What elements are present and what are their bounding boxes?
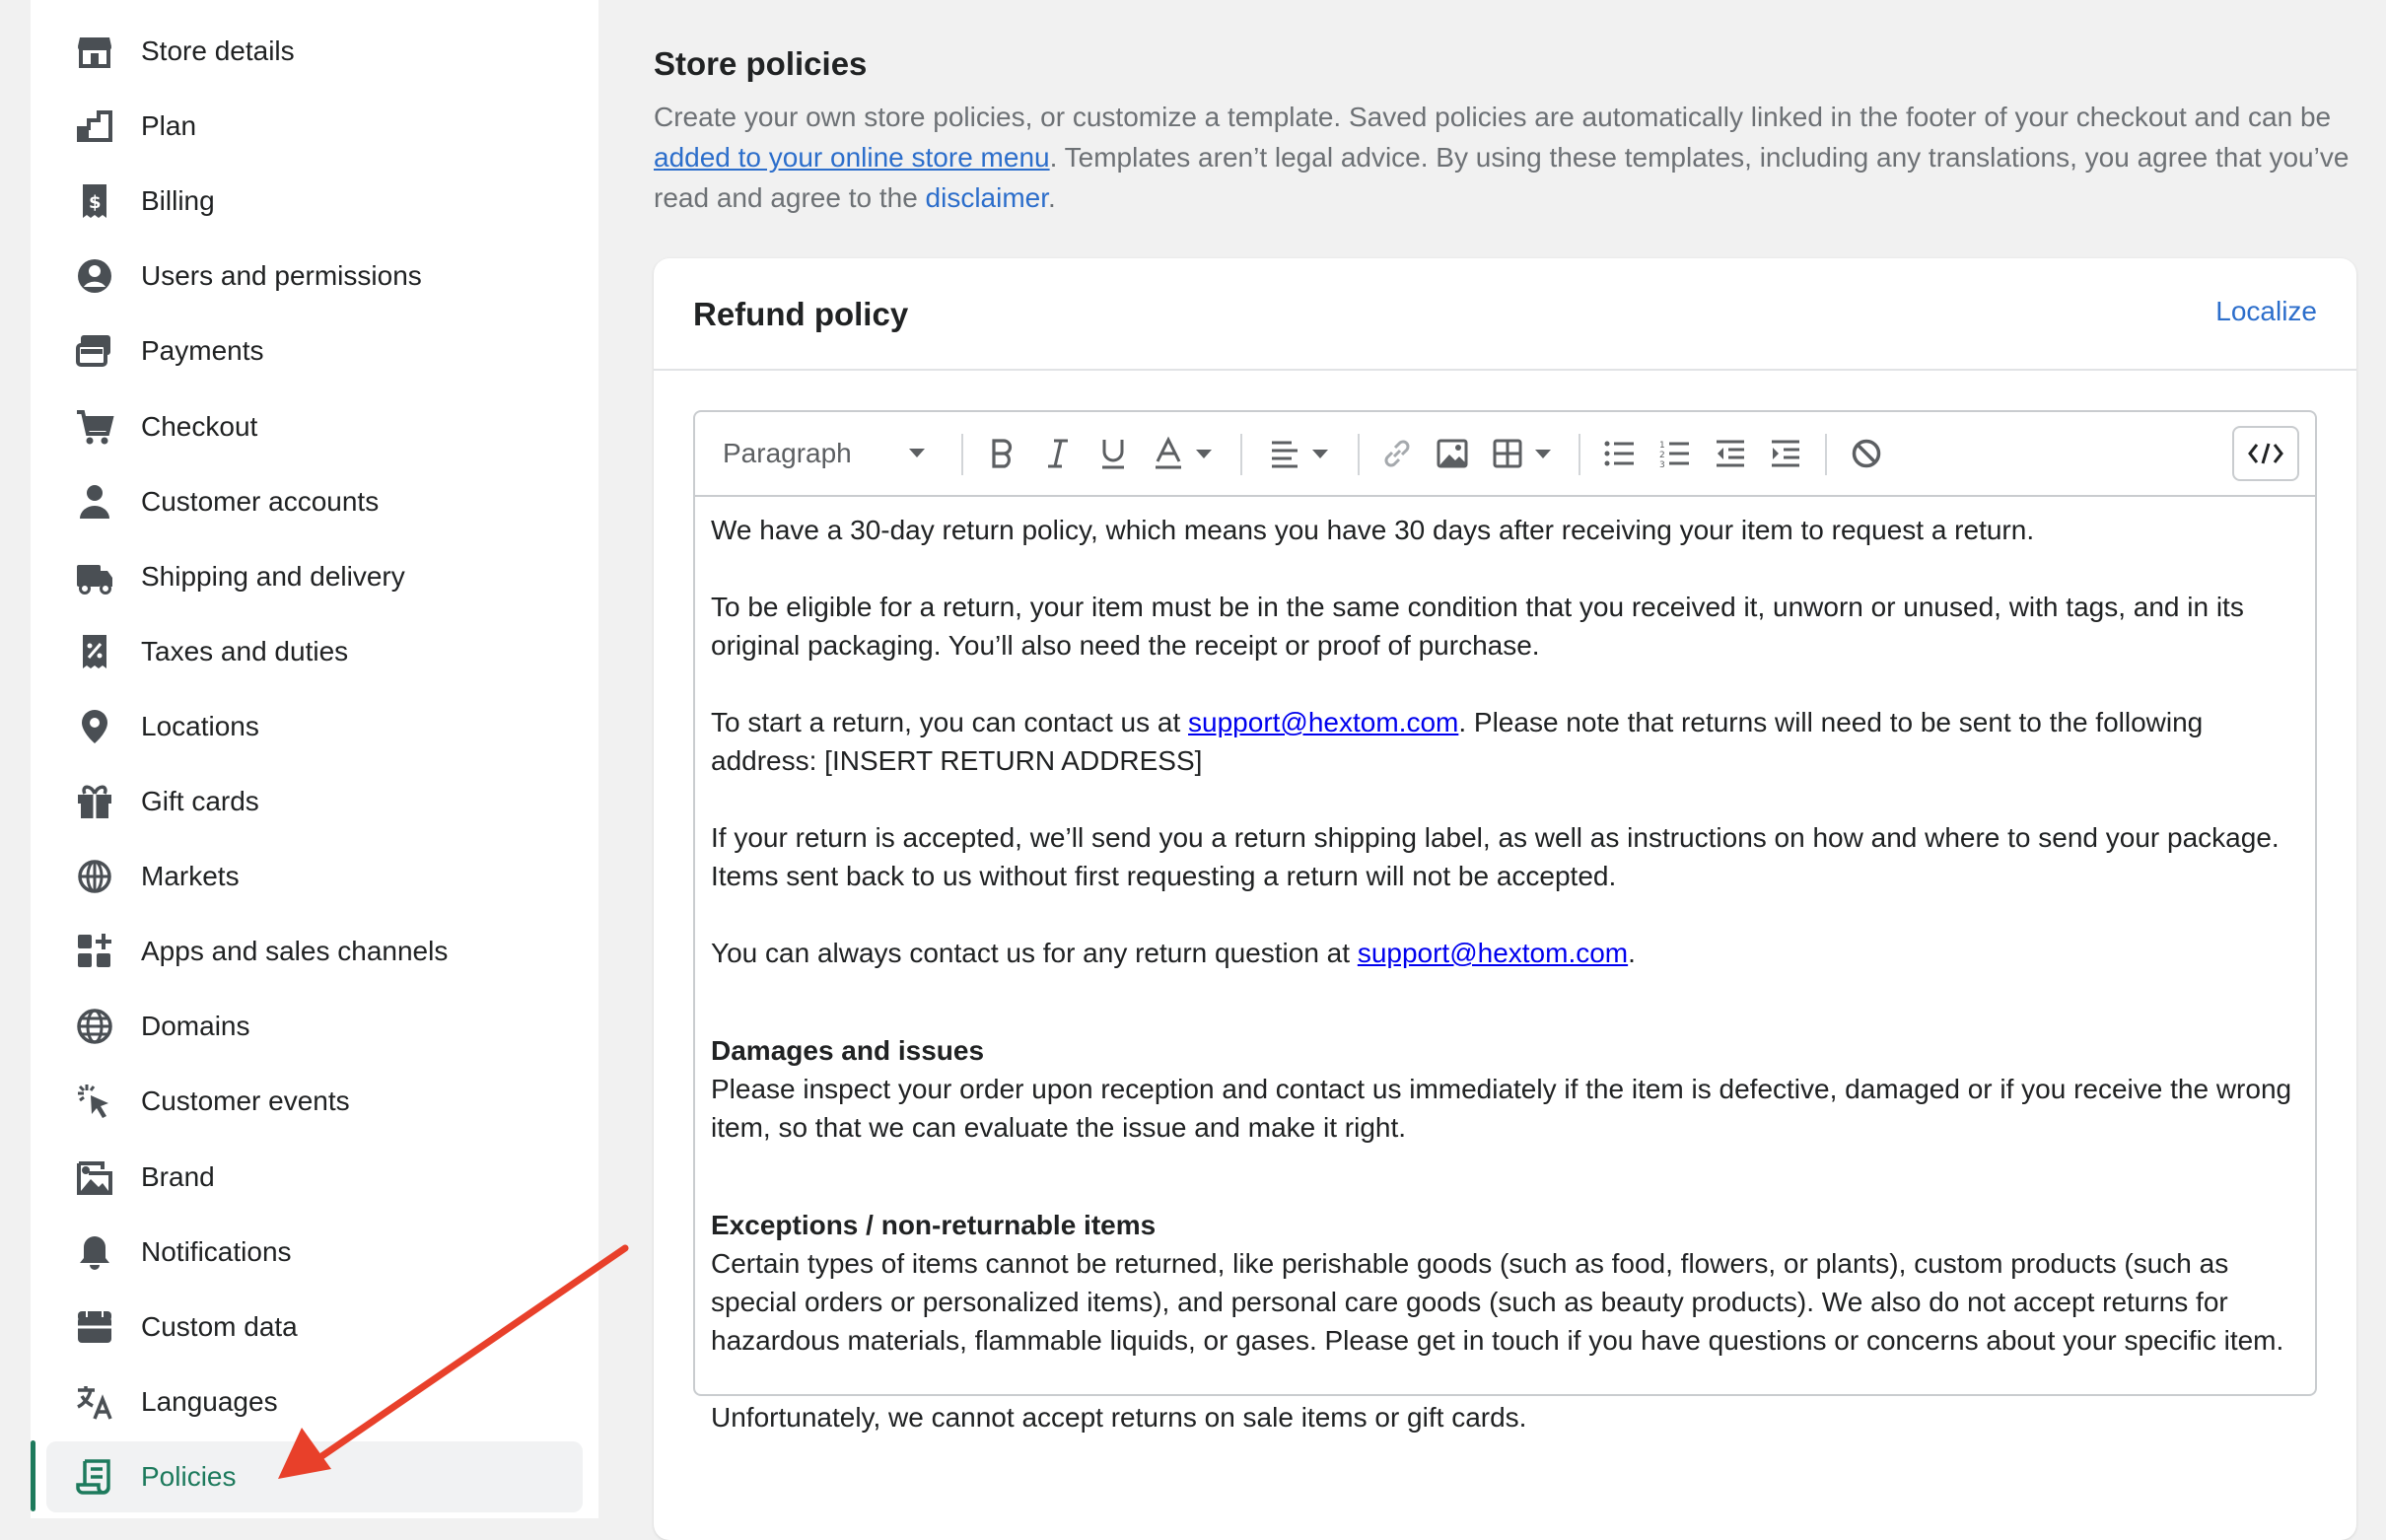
desc-text: Create your own store policies, or customize a template. Saved policies are automatically linked in the footer of your checkout and can be: [654, 102, 2332, 132]
sidebar-item-customer-accounts[interactable]: [46, 466, 598, 537]
sidebar-item-payments[interactable]: [46, 315, 598, 386]
cursor-click-icon: [75, 1082, 114, 1121]
bold-icon: [990, 439, 1016, 468]
toolbar-separator: [1240, 434, 1242, 475]
chevron-down-icon: [1311, 449, 1329, 459]
sidebar-item-markets[interactable]: [46, 841, 598, 912]
numbered-list-button[interactable]: [1655, 434, 1695, 473]
sidebar-item-domains[interactable]: [46, 991, 598, 1062]
chevron-down-icon: [907, 448, 927, 459]
sidebar-item-store-details[interactable]: [46, 16, 598, 87]
chevron-down-icon: [1534, 449, 1552, 459]
divider: [654, 369, 2356, 371]
sidebar-item-shipping-and-delivery[interactable]: [46, 541, 598, 612]
main-content: [598, 0, 2386, 1518]
text-color-icon: [1154, 438, 1183, 469]
refund-policy-card: [654, 258, 2356, 1540]
sidebar-item-languages[interactable]: [46, 1366, 598, 1437]
sidebar-item-label: Shipping and delivery: [141, 560, 405, 592]
tax-receipt-icon: [75, 632, 114, 671]
toolbar-separator: [1579, 434, 1580, 475]
bullet-list-button[interactable]: [1600, 434, 1640, 473]
sidebar-item-label: Locations: [141, 710, 259, 741]
text: . Please note that returns will need to be sent to the following address: [INSERT RETURN ADDRESS]: [711, 707, 2204, 776]
database-icon: [75, 1307, 114, 1347]
sidebar-item-label: Checkout: [141, 410, 258, 442]
payments-icon: [75, 331, 114, 371]
sidebar-item-label: Store details: [141, 35, 295, 66]
sidebar-item-billing[interactable]: [46, 166, 598, 237]
plan-icon: [75, 106, 114, 146]
section-heading: Exceptions / non-returnable items: [711, 1210, 1157, 1240]
sidebar-item-label: Plan: [141, 110, 197, 142]
align-left-icon: [1270, 440, 1299, 467]
sidebar-item-label: Policies: [141, 1460, 237, 1492]
clear-formatting-icon: [1851, 438, 1882, 469]
card-title: Refund policy: [693, 296, 909, 332]
brand-image-icon: [75, 1157, 114, 1197]
sidebar-item-label: Customer events: [141, 1085, 350, 1117]
sidebar-item-brand[interactable]: [46, 1142, 598, 1213]
sidebar-item-label: Brand: [141, 1160, 215, 1192]
online-store-menu-link[interactable]: added to your online store menu: [654, 142, 1050, 173]
table-icon: [1493, 439, 1522, 468]
sidebar-item-custom-data[interactable]: [46, 1292, 598, 1363]
cart-icon: [75, 407, 114, 447]
sidebar-item-label: Taxes and duties: [141, 635, 349, 666]
bell-icon: [75, 1232, 114, 1272]
policy-section: [711, 1031, 2298, 1147]
policy-paragraph: If your return is accepted, we’ll send you a return shipping label, as well as instructions on how and where to send your package. Items sent back to us without first requesting a return will not be accepted.: [711, 822, 2280, 891]
sidebar-item-policies[interactable]: [46, 1441, 583, 1512]
sidebar-item-locations[interactable]: [46, 691, 598, 762]
billing-icon: [75, 181, 114, 221]
svg-text:$: $: [89, 192, 102, 214]
block-format-select[interactable]: [723, 434, 927, 473]
sidebar-item-taxes-and-duties[interactable]: [46, 616, 598, 687]
image-icon: [1437, 439, 1468, 468]
rich-text-editor[interactable]: [693, 410, 2317, 1433]
sidebar-item-checkout[interactable]: [46, 391, 598, 462]
bold-button[interactable]: [983, 434, 1022, 473]
location-pin-icon: [75, 707, 114, 746]
policy-paragraph: To be eligible for a return, your item must be in the same condition that you received it, unworn or unused, with tags, and in its original packaging. You’ll also need the receipt or proof of purchase.: [711, 592, 2244, 661]
toolbar-separator: [1825, 434, 1827, 475]
outdent-button[interactable]: [1711, 434, 1750, 473]
sidebar-item-label: Notifications: [141, 1235, 292, 1267]
toolbar-separator: [1358, 434, 1360, 475]
indent-button[interactable]: [1766, 434, 1805, 473]
text-color-button[interactable]: [1149, 434, 1218, 473]
person-icon: [75, 482, 114, 522]
text: You can always contact us for any return question at: [711, 938, 1358, 968]
apps-icon: [75, 932, 114, 971]
align-button[interactable]: [1265, 434, 1334, 473]
code-icon: [2248, 442, 2283, 465]
policy-paragraph: [711, 703, 2298, 780]
globe-icon: [75, 1007, 114, 1046]
svg-text:1: 1: [1659, 441, 1665, 451]
sidebar-item-label: Billing: [141, 185, 215, 217]
toolbar-separator: [961, 434, 963, 475]
translate-icon: [75, 1382, 114, 1422]
sidebar-item-gift-cards[interactable]: [46, 766, 598, 837]
support-email-link[interactable]: support@hextom.com: [1357, 938, 1629, 968]
text: To start a return, you can contact us at: [711, 707, 1189, 737]
svg-text:2: 2: [1659, 451, 1665, 460]
sidebar-item-users-and-permissions[interactable]: [46, 241, 598, 312]
sidebar-item-plan[interactable]: [46, 91, 598, 162]
numbered-list-icon: [1659, 439, 1691, 468]
sidebar-item-label: Users and permissions: [141, 260, 422, 292]
policy-paragraph: [711, 934, 2298, 972]
page-title: Store policies: [654, 45, 868, 82]
user-circle-icon: [75, 256, 114, 296]
sidebar-item-label: Languages: [141, 1385, 278, 1417]
sidebar-item-label: Gift cards: [141, 786, 259, 816]
clear-formatting-button[interactable]: [1847, 434, 1886, 473]
text: .: [1628, 938, 1636, 968]
truck-icon: [75, 557, 114, 596]
sidebar-item-label: Domains: [141, 1011, 250, 1042]
table-button[interactable]: [1488, 434, 1557, 473]
localize-link[interactable]: Localize: [2215, 296, 2317, 326]
editor-toolbar: [695, 412, 2315, 497]
outdent-icon: [1715, 439, 1746, 468]
section-text: Please inspect your order upon reception and contact us immediately if the item is defective, damaged or if you receive the wrong item, so that we can evaluate the issue and make it right.: [711, 1074, 2292, 1143]
active-indicator: [31, 1440, 35, 1511]
page-description: [654, 97, 2369, 218]
desc-text: .: [1048, 182, 1056, 213]
disclaimer-link[interactable]: disclaimer: [925, 182, 1049, 213]
globe-markets-icon: [75, 857, 114, 896]
italic-button[interactable]: [1038, 434, 1078, 473]
desc-text: . Templates aren’t legal advice. By using these templates, including any translations, you agree that you’ve read and agree to the: [654, 142, 2350, 213]
image-button[interactable]: [1433, 434, 1472, 473]
sidebar-item-apps-and-sales-channels[interactable]: [46, 916, 598, 987]
underline-icon: [1099, 438, 1127, 469]
sidebar-item-label: Customer accounts: [141, 485, 380, 517]
chevron-down-icon: [1195, 449, 1213, 459]
sidebar-item-label: Apps and sales channels: [141, 936, 449, 967]
support-email-link[interactable]: support@hextom.com: [1188, 707, 1459, 737]
underline-button[interactable]: [1093, 434, 1133, 473]
policy-paragraph: Unfortunately, we cannot accept returns on sale items or gift cards.: [711, 1402, 1527, 1433]
sidebar-item-label: Custom data: [141, 1310, 298, 1342]
show-html-button[interactable]: [2232, 426, 2299, 481]
italic-icon: [1046, 439, 1070, 468]
link-button[interactable]: [1377, 434, 1417, 473]
policy-section: [711, 1206, 2298, 1360]
indent-icon: [1770, 439, 1801, 468]
sidebar-item-customer-events[interactable]: [46, 1066, 598, 1137]
link-icon: [1381, 438, 1413, 469]
sidebar-item-notifications[interactable]: [46, 1217, 598, 1288]
policy-document-icon: [75, 1457, 114, 1497]
section-heading: Damages and issues: [711, 1035, 985, 1066]
sidebar-item-label: Markets: [141, 861, 240, 892]
store-icon: [75, 32, 114, 71]
sidebar-item-label: Payments: [141, 335, 264, 367]
bullet-list-icon: [1604, 440, 1636, 467]
policy-paragraph: We have a 30-day return policy, which means you have 30 days after receiving your item to request a return.: [711, 515, 2035, 545]
settings-sidebar: [31, 0, 598, 1518]
block-format-label: Paragraph: [723, 438, 852, 468]
svg-text:3: 3: [1659, 460, 1665, 470]
gift-icon: [75, 782, 114, 821]
editor-content[interactable]: [711, 511, 2298, 1475]
section-text: Certain types of items cannot be returned, like perishable goods (such as food, flowers, or plants), custom products (such as special orders or personalized items), and personal care goods (such as beauty products). We also do not accept returns for hazardous materials, flammable liquids, or gases. Please get in touch if you have questions or concerns about your specific item.: [711, 1248, 2284, 1356]
